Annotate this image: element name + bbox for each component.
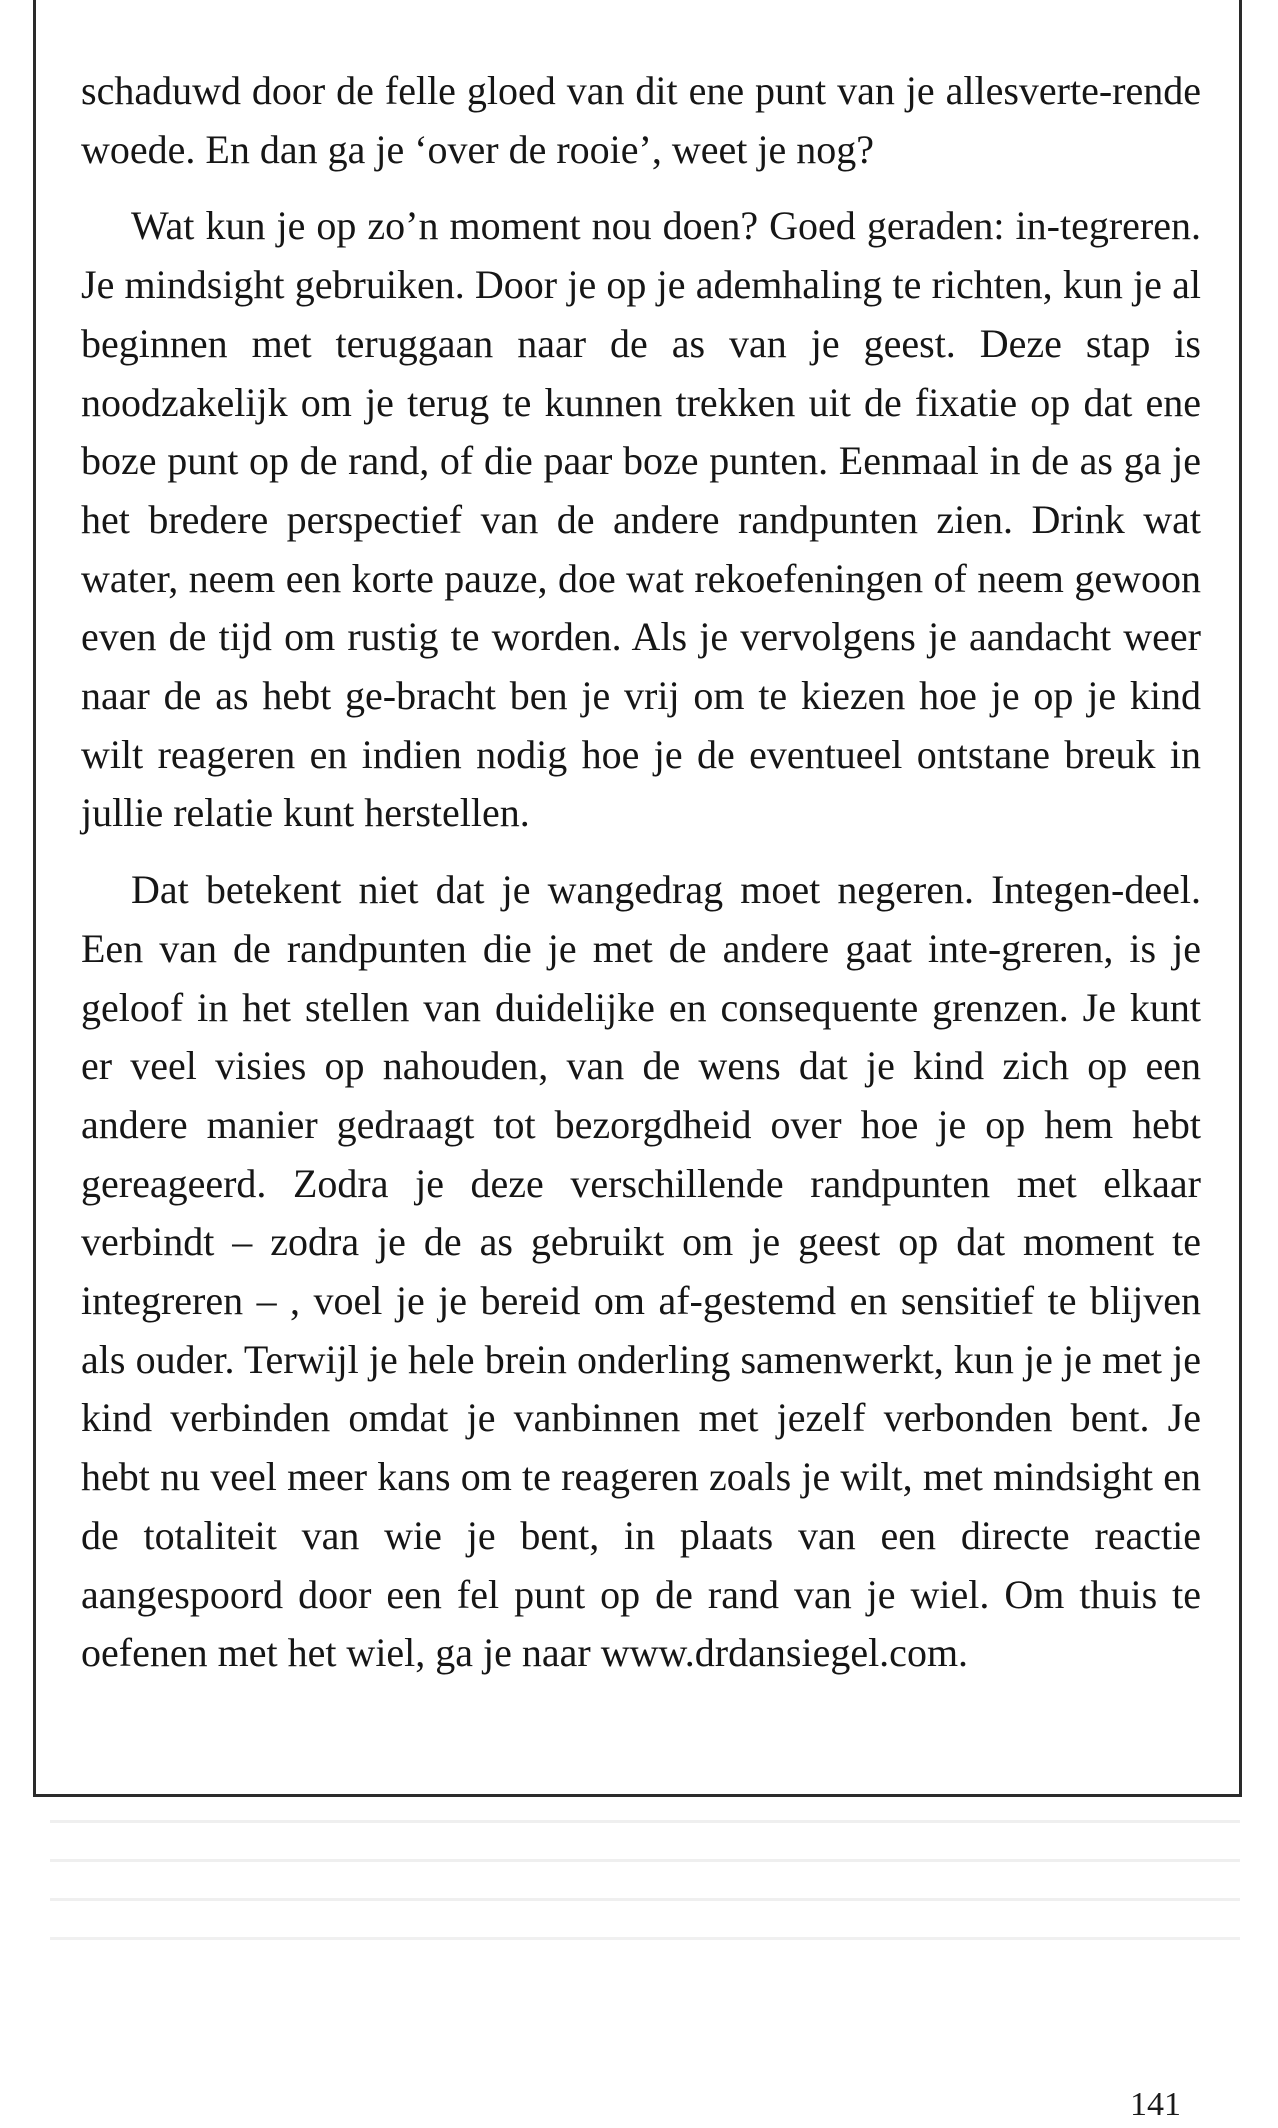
boxed-text xyxy=(81,62,1201,1683)
paragraph-boundaries: Dat betekent niet dat je wangedrag moet negeren. Integen-deel. Een van de randpunten die je met de andere gaat inte-greren, is je geloof in het stellen van duidelijke en consequente grenzen. Je kunt er veel visies op nahouden, van de wens dat je kind zich op een andere manier gedraagt tot bezorgdheid over hoe je op hem hebt gereageerd. Zodra je deze verschillende randpunten met elkaar verbindt – zodra je de as gebruikt om je geest op dat moment te integreren – , voel je je bereid om af-gestemd en sensitief te blijven als ouder. Terwijl je hele brein onderling samenwerkt, kun je je met je kind verbinden omdat je vanbinnen met jezelf verbonden bent. Je hebt nu veel meer kans om te reageren zoals je wilt, met mindsight en de totaliteit van wie je bent, in plaats van een directe reactie aangespoord door een fel punt op de rand van je wiel. Om thuis te oefenen met het wiel, ga je naar www.drdansiegel.com. xyxy=(81,867,1201,1676)
paragraph-integrating: Wat kun je op zo’n moment nou doen? Goed geraden: in-tegreren. Je mindsight gebruiken. Door je op je ademhaling te richten, kun je al beginnen met teruggaan naar de as van je geest. Deze stap is noodzakelijk om je terug te kunnen trekken uit de fixatie op dat ene boze punt op de rand, of die paar boze punten. Eenmaal in de as ga je het bredere perspectief van de andere randpunten zien. Drink wat water, neem een korte pauze, doe wat rekoefeningen of neem gewoon even de tijd om rustig te worden. Als je vervolgens je aandacht weer naar de as hebt ge-bracht ben je vrij om te kiezen hoe je op je kind wilt reageren en indien nodig hoe je de eventueel ontstane breuk in jullie relatie kunt herstellen. xyxy=(81,203,1201,836)
page-number: 141 xyxy=(1130,2086,1181,2123)
show-through-texture xyxy=(50,1820,1240,1980)
paragraph-continuation: schaduwd door de felle gloed van dit ene punt van je allesverte-rende woede. En dan ga je ‘over de rooie’, weet je nog? xyxy=(81,68,1201,172)
